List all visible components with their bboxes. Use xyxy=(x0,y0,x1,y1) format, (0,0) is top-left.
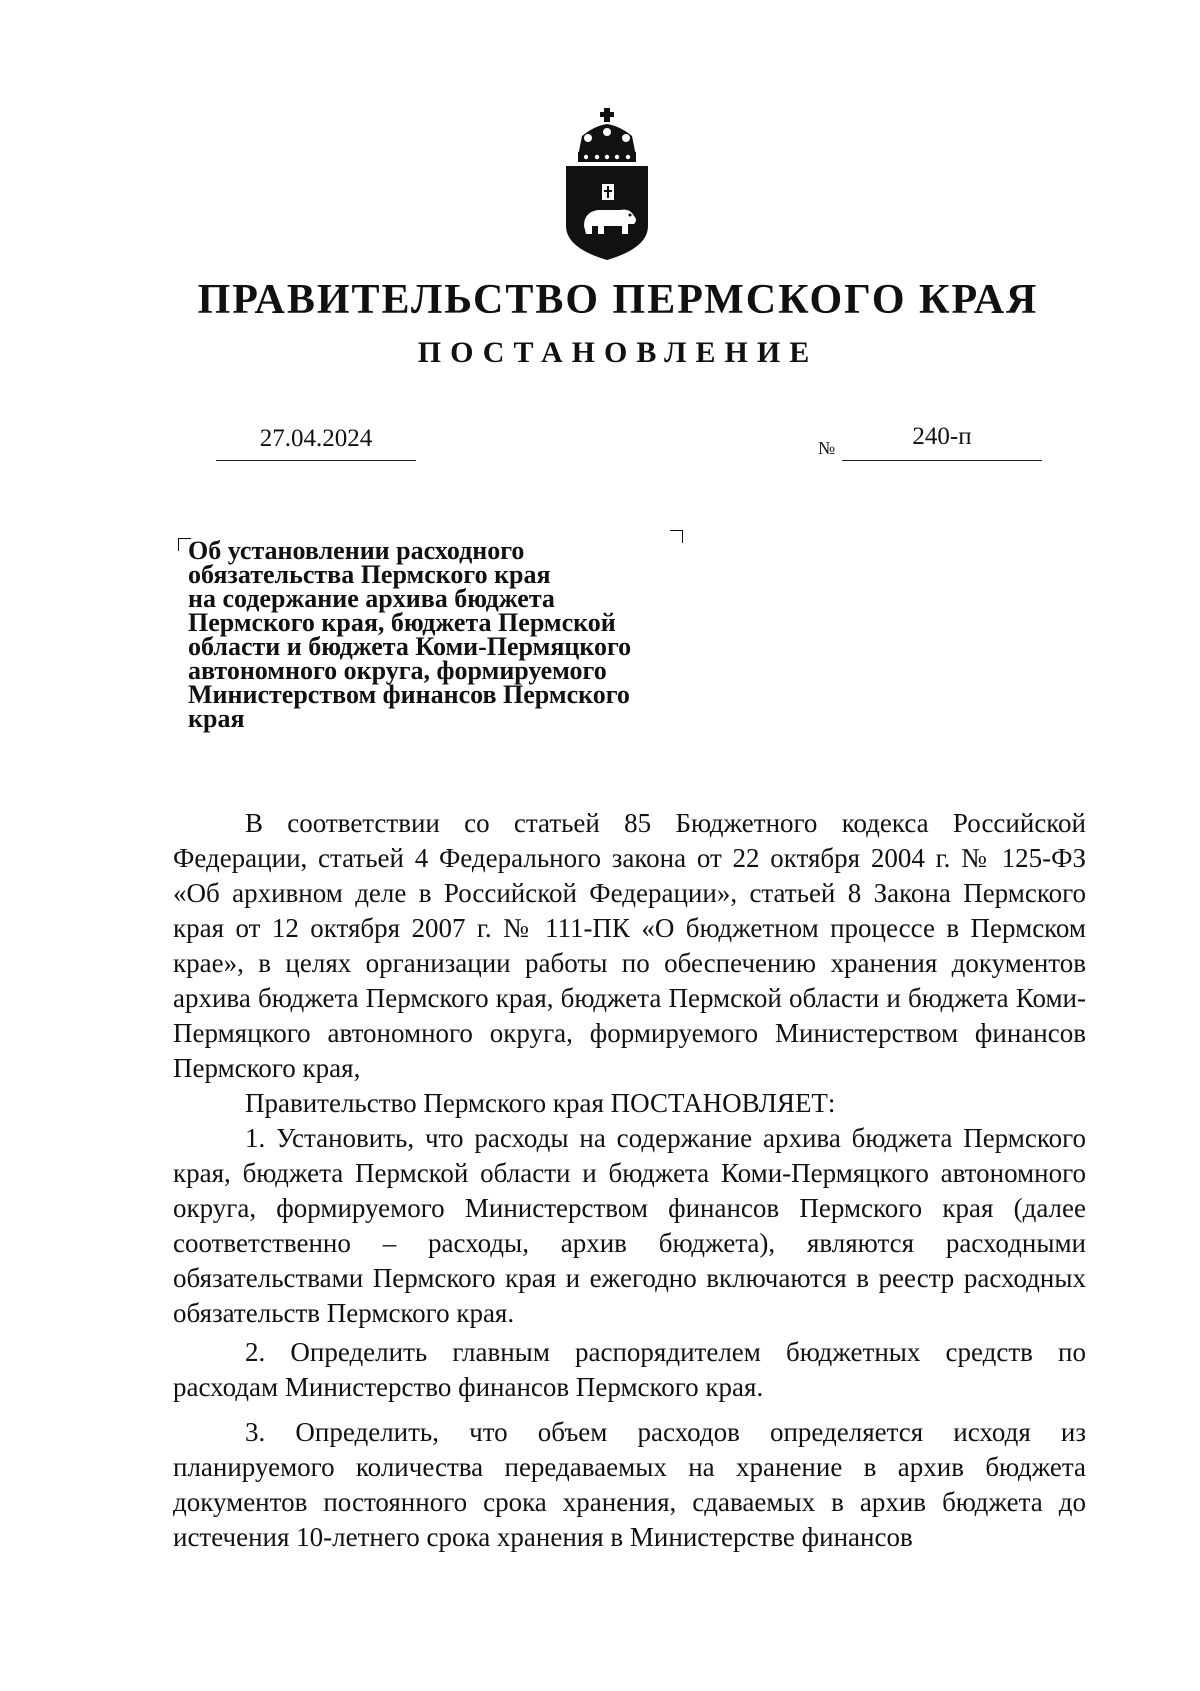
document-subject xyxy=(188,536,708,733)
government-title: ПРАВИТЕЛЬСТВО ПЕРМСКОГО КРАЯ xyxy=(197,277,1039,323)
document-number: 240-п xyxy=(842,420,1042,461)
subject-line: автономного округа, формируемого xyxy=(188,656,607,685)
document-date: 27.04.2024 xyxy=(216,422,416,461)
number-sign: № xyxy=(818,438,836,458)
document-type: ПОСТАНОВЛЕНИЕ xyxy=(417,336,819,369)
subject-line: Министерством финансов Пермского xyxy=(188,680,630,709)
item-paragraph-3: 3. Определить, что объем расходов определяется исходя из планируемого количества передаваемых на хранение в архив бюджета документов постоянного срока хранения, сдаваемых в архив бюджета до истечения 10-летнего срока хранения в Министерстве финансов xyxy=(173,1417,1086,1552)
subject-line: Пермского края, бюджета Пермской xyxy=(188,608,616,637)
item-paragraph-1: 1. Установить, что расходы на содержание архива бюджета Пермского края, бюджета Пермской области и бюджета Коми-Пермяцкого автономного округа, формируемого Министерством финансов Пермского края (далее соответственно – расходы, архив бюджета), являются расходными обязательствами Пермского края и ежегодно включаются в реестр расходных обязательств Пермского края. xyxy=(173,1123,1086,1328)
perm-krai-coat-of-arms-icon xyxy=(564,108,650,260)
item-paragraph-2: 2. Определить главным распорядителем бюджетных средств по расходам Министерство финансов Пермского края. xyxy=(173,1337,1086,1402)
preamble-paragraph: В соответствии со статьей 85 Бюджетного кодекса Российской Федерации, статьей 4 Федерального закона от 22 октября 2004 г. № 125-ФЗ «Об архивном деле в Российской Федерации», статьей 8 Закона Пермского края от 12 октября 2007 г. № 111-ПК «О бюджетном процессе в Пермском крае», в целях организации работы по обеспечению хранения документов архива бюджета Пермского края, бюджета Пермской области и бюджета Коми-Пермяцкого автономного округа, формируемого Министерством финансов Пермского края, xyxy=(173,808,1086,1083)
subject-line: области и бюджета Коми-Пермяцкого xyxy=(188,632,632,661)
document-body xyxy=(173,806,1086,1555)
subject-line: на содержание архива бюджета xyxy=(188,584,555,613)
subject-line: обязательства Пермского края xyxy=(188,560,551,589)
resolves-paragraph: Правительство Пермского края ПОСТАНОВЛЯЕТ: xyxy=(245,1088,836,1118)
subject-line: Об установлении расходного xyxy=(188,536,525,565)
subject-line: края xyxy=(188,704,245,733)
